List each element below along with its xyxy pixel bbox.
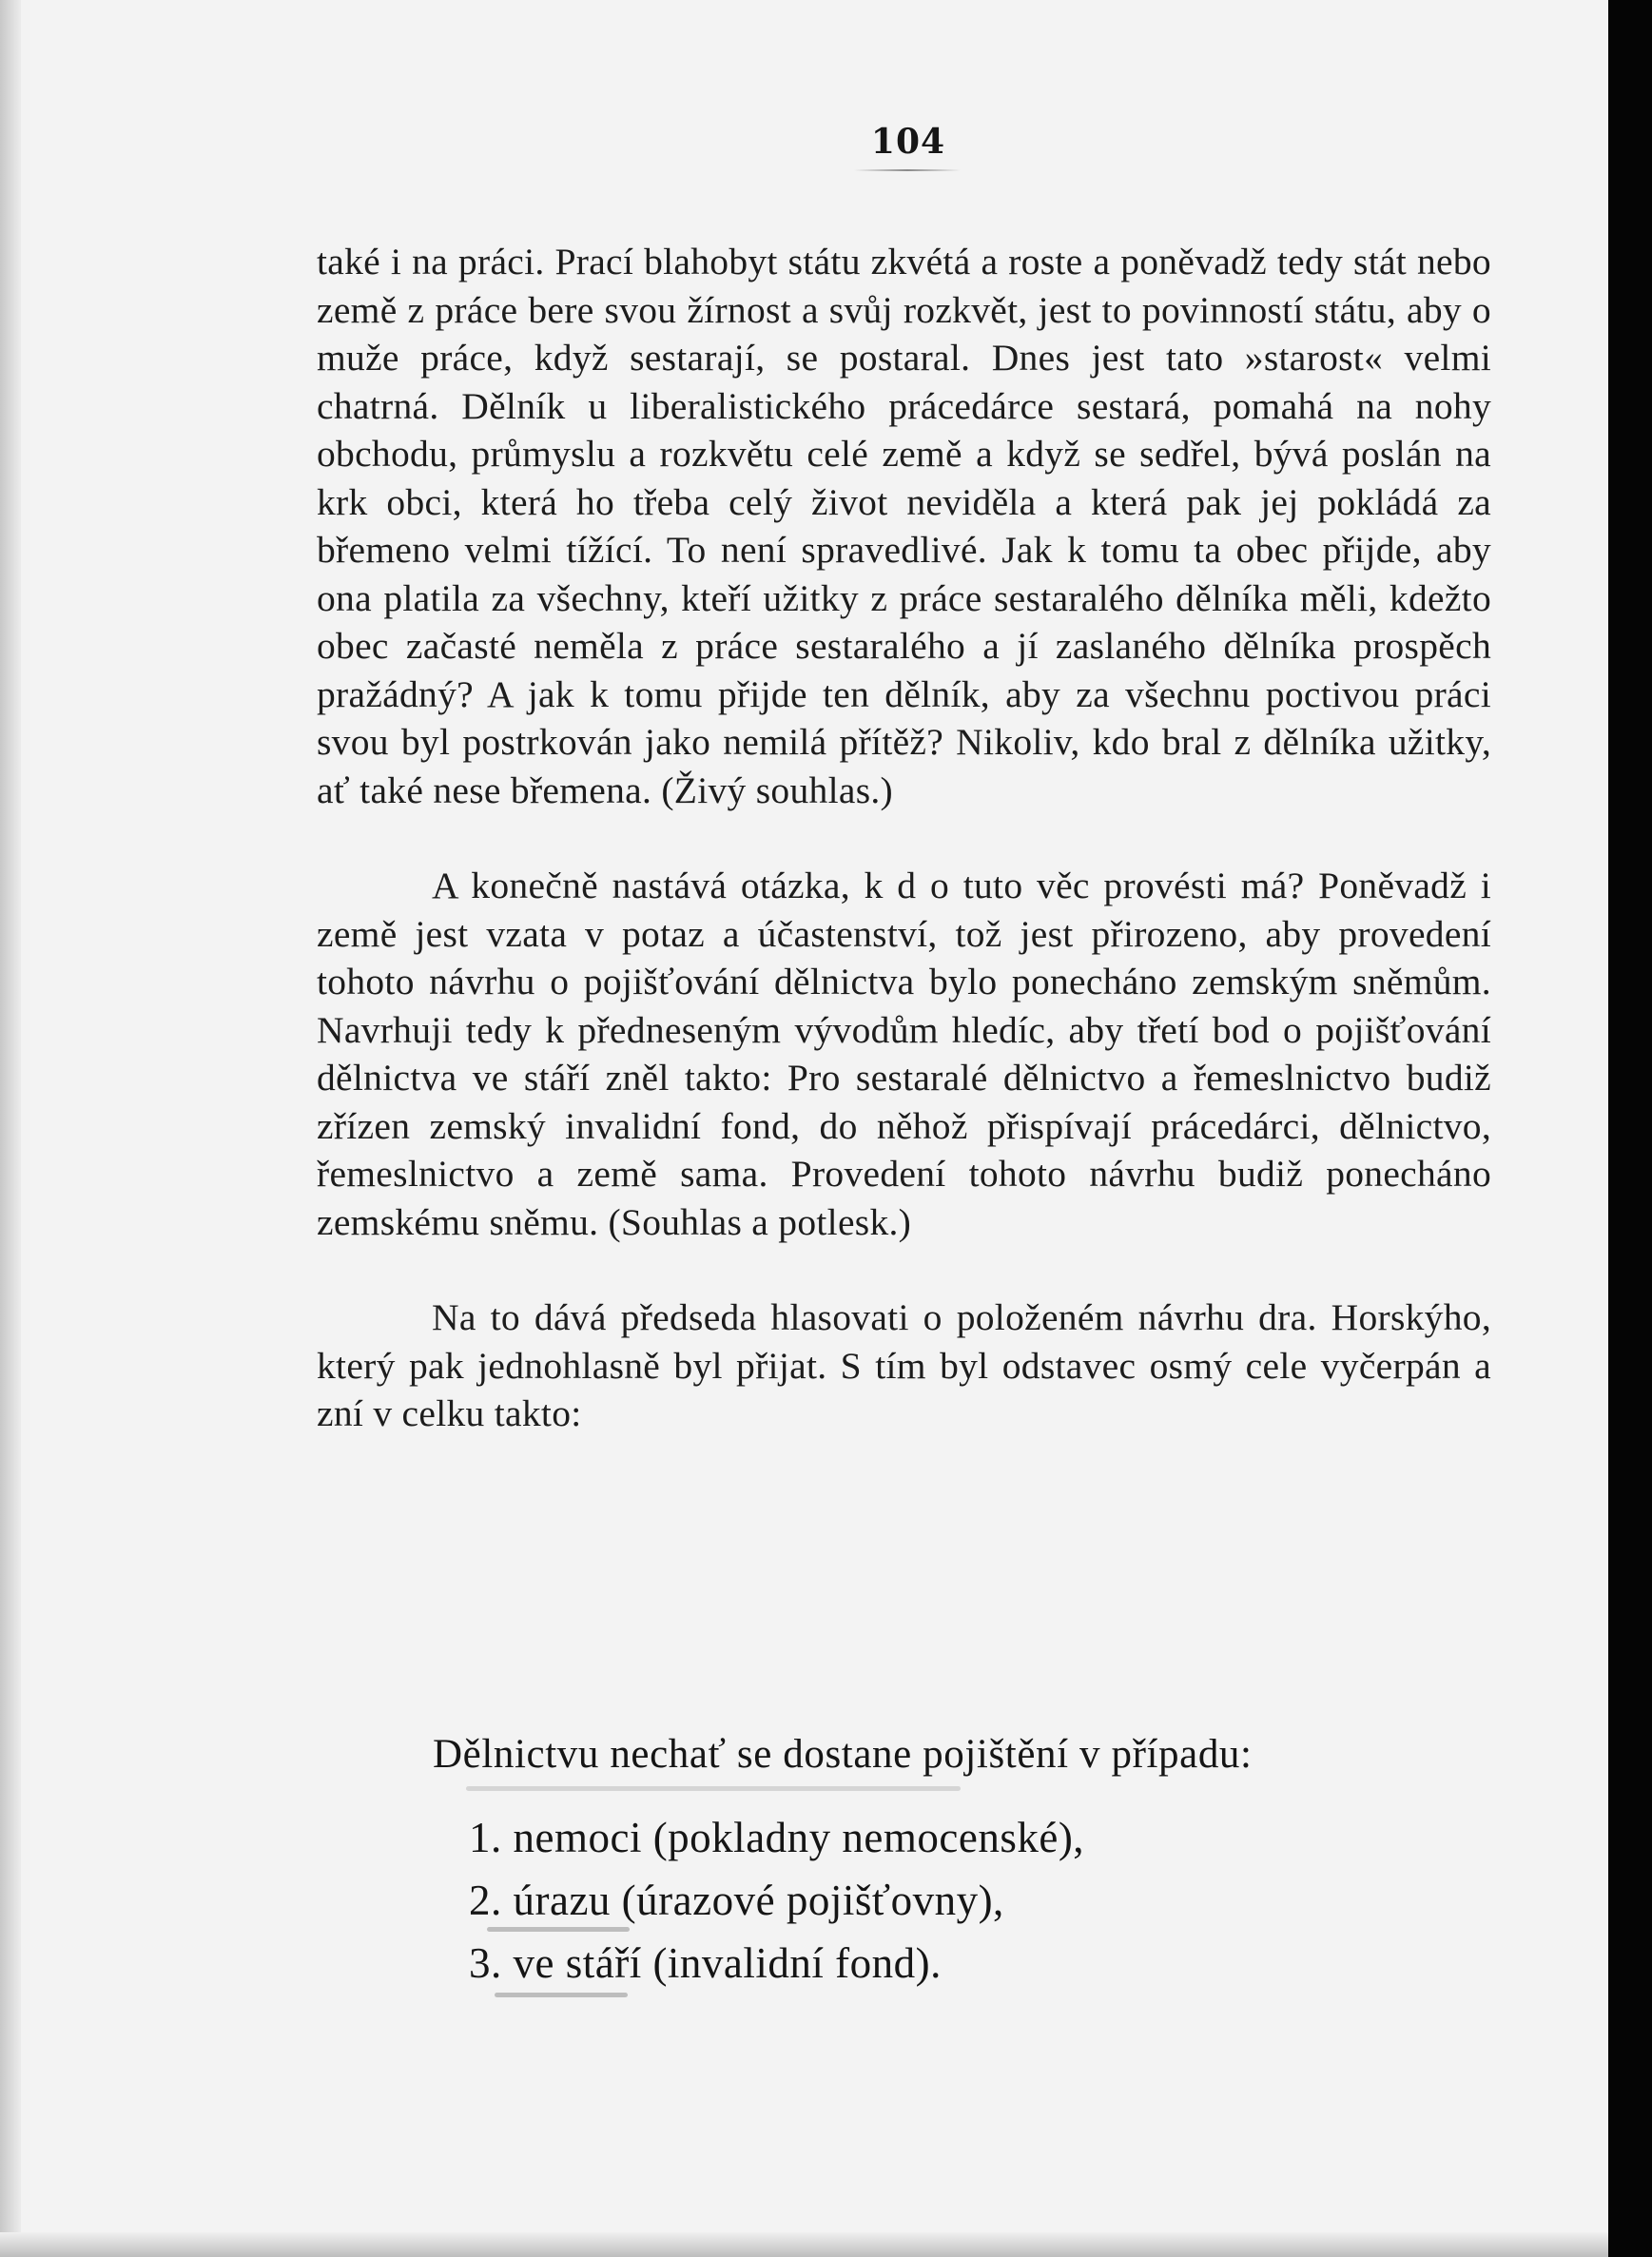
paragraph-2: A konečně nastává otázka, k d o tuto věc provésti má? Poněvadž i země jest vzata v potaz a účastenství, tož jest přirozeno, aby provedení tohoto návrhu o pojišťování dělnictva bylo ponecháno zemským sněmům. Navrhuji tedy k předneseným vývodům hledíc, aby třetí bod o pojišťování dělnictva ve stáří zněl takto: Pro sestaralé dělnictvo a řemeslnictvo budiž zřízen zemský invalidní fond, do něhož přispívají prácedárci, dělnictvo, řemeslnictvo a země sama. Provedení tohoto návrhu budiž ponecháno zemskému sněmu. (Souhlas a potlesk.) — [317, 865, 1491, 1243]
resolution-item-injury: 2. úrazu (úrazové pojišťovny), — [469, 1877, 1004, 1924]
resolution-list — [469, 1806, 1498, 1994]
resolution-item-old-age: 3. ve stáří (invalidní fond). — [469, 1939, 942, 1987]
page-bottom-shadow — [0, 2232, 1652, 2257]
ink-smudge — [487, 1927, 630, 1932]
page-number-underline — [854, 169, 961, 171]
page-number: 104 — [870, 122, 946, 162]
resolution-lead: Dělnictvu nechať se dostane pojištění v případu: — [433, 1732, 1253, 1777]
paragraph-3: Na to dává předseda hlasovati o položeném návrhu dra. Horskýho, který pak jednohlasně byl přijat. S tím byl odstavec osmý cele vyčerpán a zní v celku takto: — [317, 1296, 1491, 1434]
ink-smudge — [495, 1993, 628, 1997]
scan-border — [1608, 0, 1652, 2257]
resolution-item-sickness: 1. nemoci (pokladny nemocenské), — [469, 1814, 1085, 1861]
page-binding-shadow — [0, 0, 21, 2257]
paragraph-1: také i na práci. Prací blahobyt státu zkvétá a roste a poněvadž tedy stát nebo země z práce bere svou žírnost a svůj rozkvět, jest to povinností státu, aby o muže práce, když sestarají, se postaral. Dnes jest tato »starost« velmi chatrná. Dělník u liberalistického prácedárce sestará, pomahá na nohy obchodu, průmyslu a rozkvětu celé země a když se sedřel, bývá poslán na krk obci, která ho třeba celý život neviděla a která pak jej pokládá za břemeno velmi tížící. To není spravedlivé. Jak k tomu ta obec přijde, aby ona platila za všechny, kteří užitky z práce sestaralého dělníka měli, kdežto obec začasté neměla z práce sestaralého a jí zaslaného dělníka prospěch pražádný? A jak k tomu přijde ten dělník, aby za všechnu poctivou práci svou byl postrkován jako nemilá přítěž? Nikoliv, kdo bral z dělníka užitky, ať také nese břemena. (Živý souhlas.) — [317, 241, 1491, 811]
resolution-block — [433, 1726, 1498, 1994]
body-text — [317, 238, 1491, 1438]
ink-smudge — [466, 1786, 961, 1791]
